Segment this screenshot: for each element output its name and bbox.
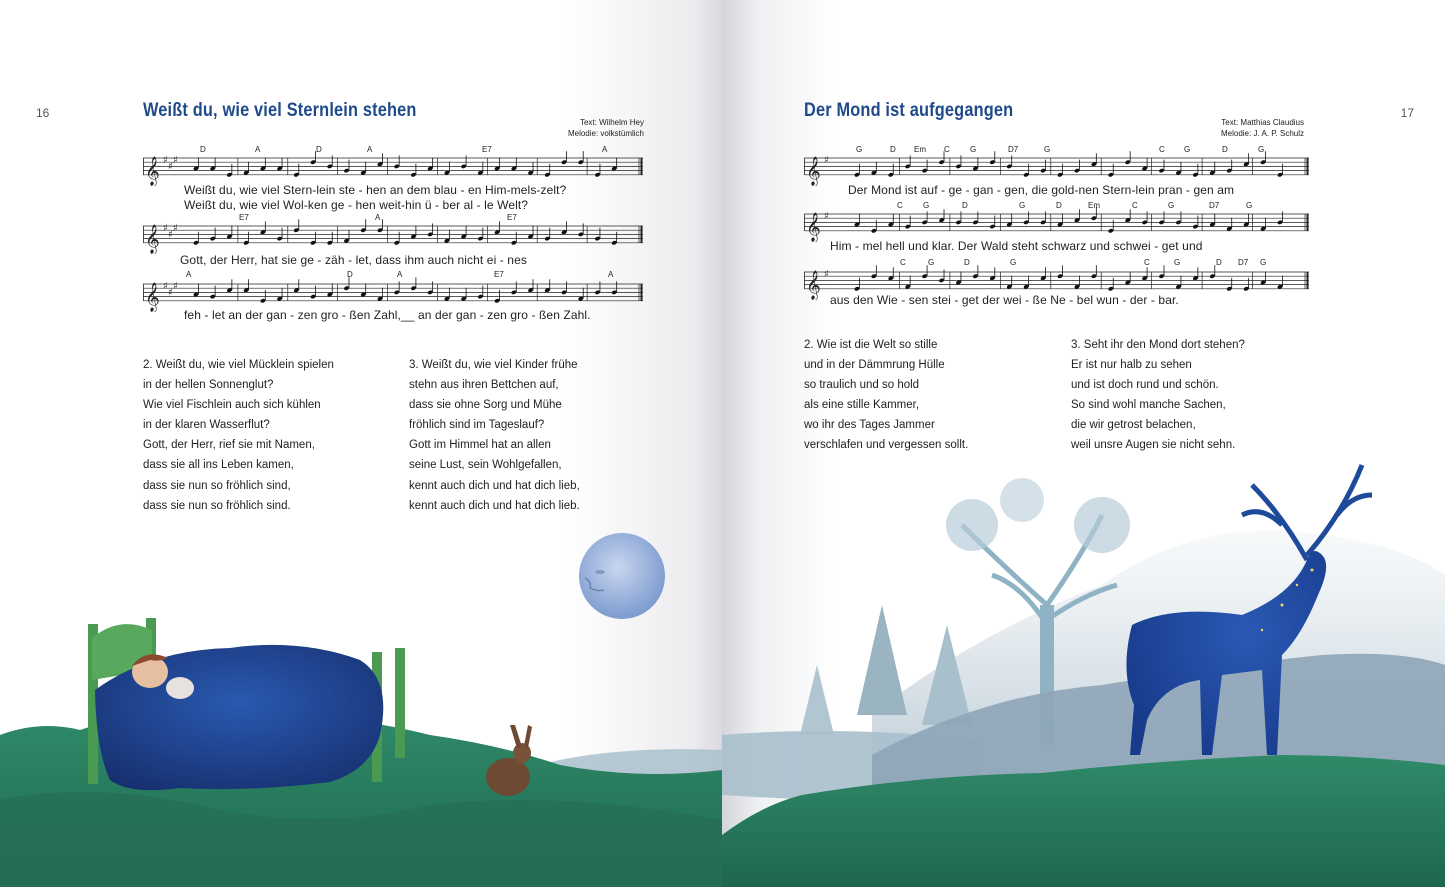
lyrics-line-r2: Him - mel hell und klar. Der Wald steht schwarz und schwei - get und	[830, 239, 1203, 253]
chord: D	[964, 258, 970, 267]
chord: E7	[239, 213, 249, 222]
svg-text:♯: ♯	[163, 155, 168, 167]
svg-text:♯: ♯	[168, 229, 173, 241]
verse-2-left	[143, 355, 334, 516]
lyrics-line-2: Gott, der Herr, hat sie ge - zäh - let, dass ihm auch nicht ei - nes	[180, 253, 527, 267]
svg-text:𝄞: 𝄞	[806, 155, 821, 185]
svg-text:♯: ♯	[168, 161, 173, 173]
svg-text:♯: ♯	[168, 287, 173, 299]
chord: D	[1056, 201, 1062, 210]
chord: A	[608, 270, 614, 279]
chord: E7	[494, 270, 504, 279]
chord: G	[1168, 201, 1175, 210]
chord: E7	[482, 145, 492, 154]
svg-text:𝄞: 𝄞	[145, 223, 160, 253]
verse-line: verschlafen und vergessen sollt.	[804, 439, 969, 452]
verse-line: 2. Wie ist die Welt so stille	[804, 339, 938, 351]
svg-text:𝄞: 𝄞	[145, 281, 160, 311]
svg-text:𝄞: 𝄞	[145, 155, 160, 185]
moon-face-icon	[579, 533, 665, 619]
verse-3-left	[409, 355, 580, 516]
chord: Em	[914, 145, 926, 154]
chord: D	[316, 145, 322, 154]
chord: C	[944, 145, 950, 154]
chord: E7	[507, 213, 517, 222]
music-staff-1	[143, 150, 643, 186]
verse-line: und in der Dämmrung Hülle	[804, 359, 945, 372]
verse-3-right	[1071, 335, 1245, 456]
chord: D7	[1209, 201, 1220, 210]
verse-line: in der klaren Wasserflut?	[143, 419, 270, 432]
svg-text:♯: ♯	[173, 155, 178, 167]
chord: G	[923, 201, 930, 210]
svg-text:♯: ♯	[163, 281, 168, 293]
svg-text:♯: ♯	[173, 281, 178, 293]
chord: G	[1184, 145, 1191, 154]
chord: G	[1010, 258, 1017, 267]
chord: D	[962, 201, 968, 210]
chord: A	[367, 145, 373, 154]
music-staff-r2	[804, 206, 1309, 242]
verse-line: 2. Weißt du, wie viel Mücklein spielen	[143, 359, 334, 371]
chord: G	[1260, 258, 1267, 267]
music-staff-r1	[804, 150, 1309, 186]
verse-line: Gott, der Herr, rief sie mit Namen,	[143, 439, 315, 452]
chord: D	[890, 145, 896, 154]
chord: C	[1132, 201, 1138, 210]
left-page	[0, 0, 722, 887]
verse-line: dass sie nun so fröhlich sind.	[143, 499, 291, 512]
verse-line: 3. Weißt du, wie viel Kinder frühe	[409, 359, 578, 371]
chord: G	[1019, 201, 1026, 210]
svg-text:♯: ♯	[824, 155, 829, 167]
chord: A	[375, 213, 381, 222]
chord: Em	[1088, 201, 1100, 210]
verse-line: in der hellen Sonnenglut?	[143, 379, 274, 392]
verse-line: dass sie nun so fröhlich sind,	[143, 479, 291, 492]
verse-line: stehn aus ihren Bettchen auf,	[409, 379, 559, 392]
chord: A	[186, 270, 192, 279]
chord: G	[970, 145, 977, 154]
chord: C	[897, 201, 903, 210]
verse-line: als eine stille Kammer,	[804, 399, 920, 412]
chord: G	[1258, 145, 1265, 154]
svg-text:♯: ♯	[824, 211, 829, 223]
lyrics-line-r1: Der Mond ist auf - ge - gan - gen, die gold-nen Stern-lein pran - gen am	[848, 183, 1235, 197]
chord: D	[347, 270, 353, 279]
svg-text:♯: ♯	[824, 269, 829, 281]
verse-2-right	[804, 335, 968, 456]
verse-line: und ist doch rund und schön.	[1071, 379, 1219, 392]
chord: C	[1144, 258, 1150, 267]
lyrics-line-1b: Weißt du, wie viel Wol-ken ge - hen weit-hin ü - ber al - le Welt?	[184, 198, 529, 212]
chord: D	[200, 145, 206, 154]
verse-line: wo ihr des Tages Jammer	[804, 419, 935, 432]
bed-icon	[88, 618, 405, 790]
credit-melody: Melodie: volkstümlich	[567, 129, 644, 138]
verse-line: kennt auch dich und hat dich lieb.	[409, 499, 580, 512]
verse-line: weil unsre Augen sie nicht sehn.	[1071, 439, 1236, 452]
lyrics-line-3: feh - let an der gan - zen gro - ßen Zahl,__ an der gan - zen gro - ßen Zahl.	[184, 308, 591, 322]
chord: D7	[1008, 145, 1019, 154]
song-title-right: Der Mond ist aufgegangen	[804, 100, 1014, 121]
page-number-right: 17	[1400, 106, 1414, 120]
chord: G	[1174, 258, 1181, 267]
verse-line: fröhlich sind im Tageslauf?	[409, 419, 545, 432]
lyrics-line-r3: aus den Wie - sen stei - get der wei - ße Ne - bel wun - der - bar.	[830, 293, 1179, 307]
chord: A	[255, 145, 261, 154]
song-credits-right	[1221, 117, 1304, 139]
svg-text:𝄞: 𝄞	[806, 211, 821, 241]
verse-line: so traulich und so hold	[804, 379, 920, 392]
chord: G	[1246, 201, 1253, 210]
chord: G	[1044, 145, 1051, 154]
page-number-left: 16	[36, 106, 50, 120]
music-staff-2	[143, 218, 643, 254]
verse-line: dass sie ohne Sorg und Mühe	[409, 399, 562, 412]
right-illustration	[722, 455, 1445, 887]
chord: C	[900, 258, 906, 267]
song-credits-left	[568, 117, 644, 139]
verse-line: dass sie all ins Leben kamen,	[143, 459, 294, 472]
verse-line: seine Lust, sein Wohlgefallen,	[409, 459, 562, 472]
chord: A	[397, 270, 403, 279]
verse-line: So sind wohl manche Sachen,	[1071, 399, 1226, 412]
chord: D7	[1238, 258, 1249, 267]
credit-melody: Melodie: J. A. P. Schulz	[1220, 129, 1304, 138]
verse-line: Wie viel Fischlein auch sich kühlen	[143, 399, 321, 412]
left-illustration	[0, 520, 722, 887]
credit-text: Text: Matthias Claudius	[1221, 118, 1304, 127]
verse-line: Er ist nur halb zu sehen	[1071, 359, 1192, 372]
verse-line: Gott im Himmel hat an allen	[409, 439, 551, 452]
right-page	[722, 0, 1445, 887]
chord: A	[602, 145, 608, 154]
music-staff-3	[143, 276, 643, 312]
verse-line: die wir getrost belachen,	[1071, 419, 1196, 432]
chord: G	[928, 258, 935, 267]
verse-line: kennt auch dich und hat dich lieb,	[409, 479, 580, 492]
chord: D	[1222, 145, 1228, 154]
svg-text:𝄞: 𝄞	[806, 269, 821, 299]
svg-text:♯: ♯	[163, 223, 168, 235]
chord: C	[1159, 145, 1165, 154]
song-title-left: Weißt du, wie viel Sternlein stehen	[143, 100, 417, 121]
svg-text:♯: ♯	[173, 223, 178, 235]
chord: G	[856, 145, 863, 154]
lyrics-line-1a: Weißt du, wie viel Stern-lein ste - hen an dem blau - en Him-mels-zelt?	[184, 183, 567, 197]
chord: D	[1216, 258, 1222, 267]
credit-text: Text: Wilhelm Hey	[579, 118, 644, 127]
verse-line: 3. Seht ihr den Mond dort stehen?	[1071, 339, 1245, 351]
